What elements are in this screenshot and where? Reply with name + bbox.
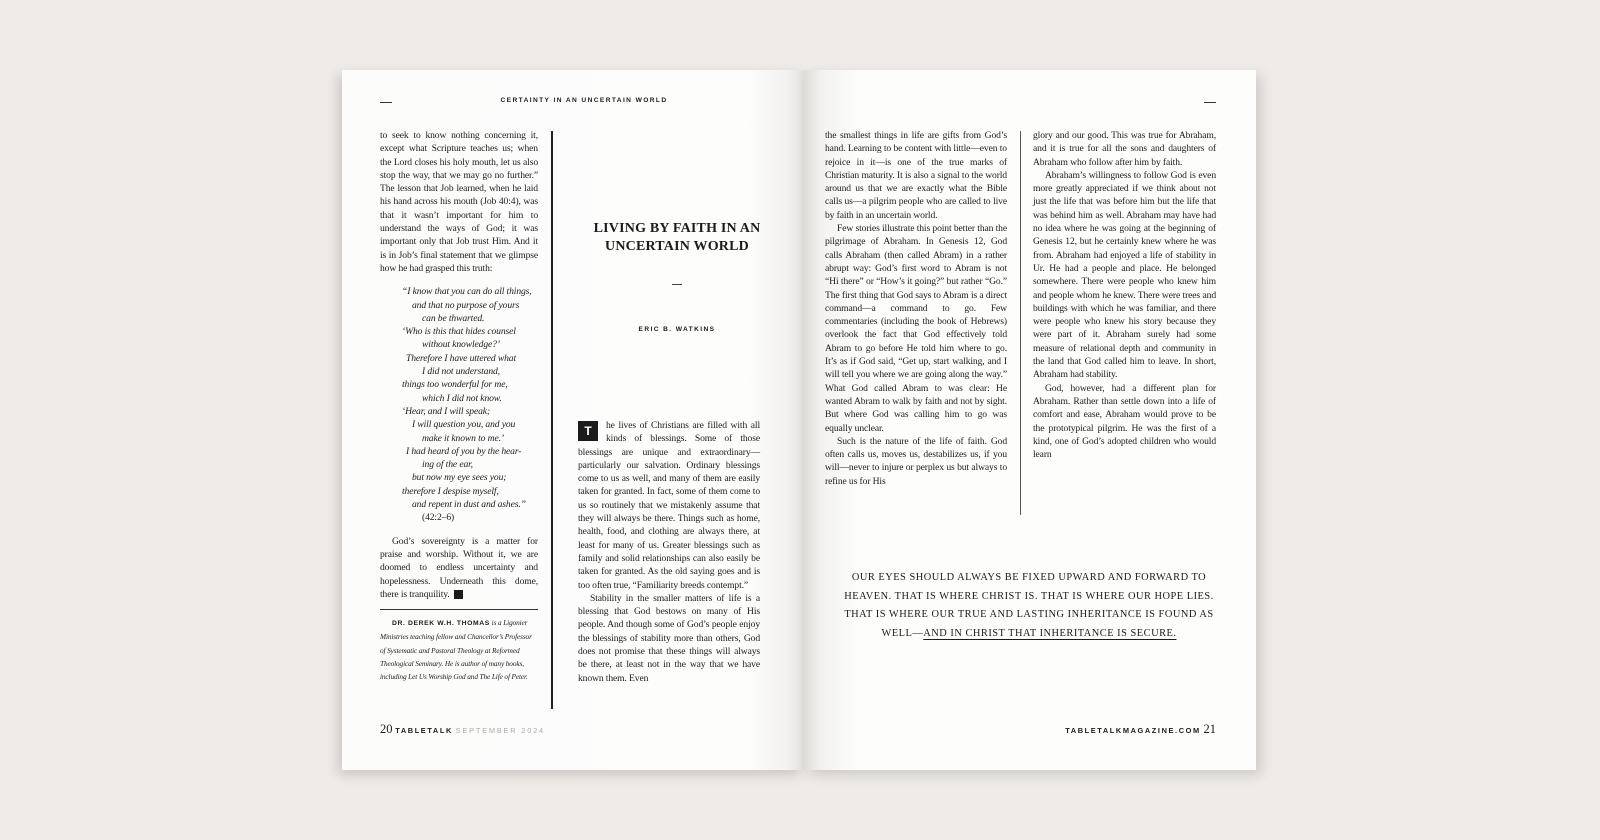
body-paragraph: the smallest things in life are gifts from God’s hand. Learning to be content with little—even to rejoice in it—is one of the true marks of Christian maturity. It is also a signal to the world around us that we are exactly what the Bible calls us—a pilgrim people who are called to live by faith in an uncertain world. xyxy=(825,130,1007,221)
poem-line: ‘Hear, and I will speak; xyxy=(402,405,490,417)
left-column-2 xyxy=(578,419,760,685)
poem-line: ing of the ear, xyxy=(422,459,473,471)
body-paragraph: Abraham’s willingness to follow God is even more greatly appreciated if we think about not just the life that was before him but the life that was behind him as well. Abraham may have had no idea where he was going at the beginning of Genesis 12, but he certainly knew where he was from. Abraham had enjoyed a life of stability in Ur. He had a people and place. He belonged somewhere. There were people who knew him and people whom he knew. There were trees and buildings with which he was familiar, and there were people who knew his story because they were part of it. Abraham surely had some measure of relational depth and community in the land that God called him to leave. In short, Abraham had stability. xyxy=(1033,169,1216,381)
scripture-poem xyxy=(380,285,538,524)
poem-line: therefore I despise myself, xyxy=(402,485,499,497)
page-number: 21 xyxy=(1203,722,1216,736)
end-mark-icon: T xyxy=(454,590,463,599)
right-column-1 xyxy=(825,129,1007,488)
pull-quote-text: OUR EYES SHOULD ALWAYS BE FIXED UPWARD AND FORWARD TO HEAVEN. THAT IS WHERE CHRIST IS. THAT IS WHERE OUR HOPE LIES. THAT IS WHERE OUR TRUE AND LASTING INHERITANCE IS FOUND AS WELL— xyxy=(844,572,1214,639)
right-column-2 xyxy=(1033,129,1216,461)
title-dash xyxy=(672,284,682,285)
page-number: 20 xyxy=(380,722,393,736)
left-page xyxy=(342,70,804,770)
column-divider xyxy=(1020,131,1021,515)
pull-quote xyxy=(840,569,1218,643)
poem-line: I had heard of you by the hear- xyxy=(406,445,522,457)
poem-line: “I know that you can do all things, xyxy=(402,286,532,298)
poem-line: and repent in dust and ashes.” xyxy=(412,499,526,511)
bio-text: is a Ligonier Ministries teaching fellow and Chancellor’s Professor of Systematic and Pastoral Theology at Reformed Theological Seminary. He is author of many books, including Let Us Worship God and The Life of Peter. xyxy=(380,618,532,681)
body-paragraph: God, however, had a different plan for Abraham. Rather than settle down into a life of comfort and ease, Abraham would prove to be the prototypical pilgrim. He was the first of a kind, one of God’s adopted children who would learn xyxy=(1033,382,1216,461)
running-head: CERTAINTY IN AN UNCERTAIN WORLD xyxy=(500,97,668,104)
pull-quote-underlined: AND IN CHRIST THAT INHERITANCE IS SECURE. xyxy=(923,627,1177,639)
bio-author-name: DR. DEREK W.H. THOMAS xyxy=(392,620,490,628)
header-dash xyxy=(1204,102,1216,103)
poem-line: Therefore I have uttered what xyxy=(406,352,517,364)
poem-line: but now my eye sees you; xyxy=(412,472,507,484)
magazine-name: TABLETALK xyxy=(395,726,453,735)
right-folio xyxy=(1065,722,1216,737)
body-paragraph: Few stories illustrate this point better than the pilgrimage of Abraham. In Genesis 12, God calls Abraham (then called Abram) in a rather abrupt way: God’s first word to Abram is not “Hi there” or “How’s it going?” but rather “Go.” The first thing that God says to Abram is a direct command—a command to go. Few commentaries (including the book of Hebrews) overlook the fact that God effectively told Abram to go before He told him where to go. It’s as if God said, “Get up, start walking, and I will tell you where we are going along the way.” What God called Abram to was clear: He wanted Abram to walk by faith and not by sight. But where God was calling him to go was equally unclear. xyxy=(825,223,1007,434)
right-page xyxy=(804,70,1256,770)
column-divider xyxy=(551,131,553,709)
poem-line: things too wonderful for me, xyxy=(402,379,508,391)
poem-line: can be thwarted. xyxy=(422,312,485,324)
poem-line: without knowledge?’ xyxy=(422,339,500,351)
poem-line: and that no purpose of yours xyxy=(412,299,520,311)
issue-date: SEPTEMBER 2024 xyxy=(455,726,545,735)
header-dash xyxy=(380,102,392,103)
body-paragraph: Stability in the smaller matters of life is a blessing that God bestows on many of His people. And though some of God’s people enjoy the blessings of stability more than others, God does not promise that these things will always be there, at least not in the way that we have known them. Even xyxy=(578,592,760,684)
poem-line: make it known to me.’ xyxy=(422,432,504,444)
poem-line: I did not understand, xyxy=(422,366,500,378)
intro-paragraph: to seek to know nothing concerning it, except what Scripture teaches us; when the Lord closes his holy mouth, let us also stop the way, that we may go no further.” The lesson that Job learned, when he laid his hand across his mouth (Job 40:4), was that it wasn’t important for him to understand the ways of God; it was important only that Job trust Him. And it is in Job’s final statement that we glimpse how he had grasped this truth: xyxy=(380,130,538,274)
poem-line: I will question you, and you xyxy=(412,419,516,431)
closing-paragraph: God’s sovereignty is a matter for praise and worship. Without it, we are doomed to endless uncertainty and hopelessness. Underneath this dome, there is tranquility. T xyxy=(380,535,538,600)
article-title: LIVING BY FAITH IN AN UNCERTAIN WORLD xyxy=(593,221,761,254)
poem-line: ‘Who is this that hides counsel xyxy=(402,326,516,338)
left-folio xyxy=(380,722,545,737)
left-column-1 xyxy=(380,129,538,683)
body-paragraph: glory and our good. This was true for Abraham, and it is true for all the sons and daughters of Abraham who follow after him by faith. xyxy=(1033,130,1216,168)
poem-line: which I did not know. xyxy=(422,392,502,404)
bio-rule xyxy=(380,609,538,610)
poem-reference: (42:2–6) xyxy=(422,512,455,524)
body-paragraph: Such is the nature of the life of faith. God often calls us, moves us, destabilizes us, if you will—never to injure or perplex us but always to refine us for His xyxy=(825,435,1007,487)
opening-paragraph: T he lives of Christians are filled with all kinds of blessings. Some of those blessings are unique and extraordinary—particularly our salvation. Ordinary blessings come to us as well, and many of them are easily taken for granted. In fact, some of them come to us so routinely that we mistakenly assume that they will always be there. Things such as home, health, food, and clothing are always there, at least for many of us. Greater blessings such as family and solid relationships can also easily be taken for granted. As the old saying goes and is too often true, “Familiarity breeds contempt.” xyxy=(578,420,760,591)
magazine-site: TABLETALKMAGAZINE.COM xyxy=(1065,726,1201,735)
byline: ERIC B. WATKINS xyxy=(638,326,716,333)
drop-cap: T xyxy=(578,421,598,441)
author-bio xyxy=(380,616,538,683)
